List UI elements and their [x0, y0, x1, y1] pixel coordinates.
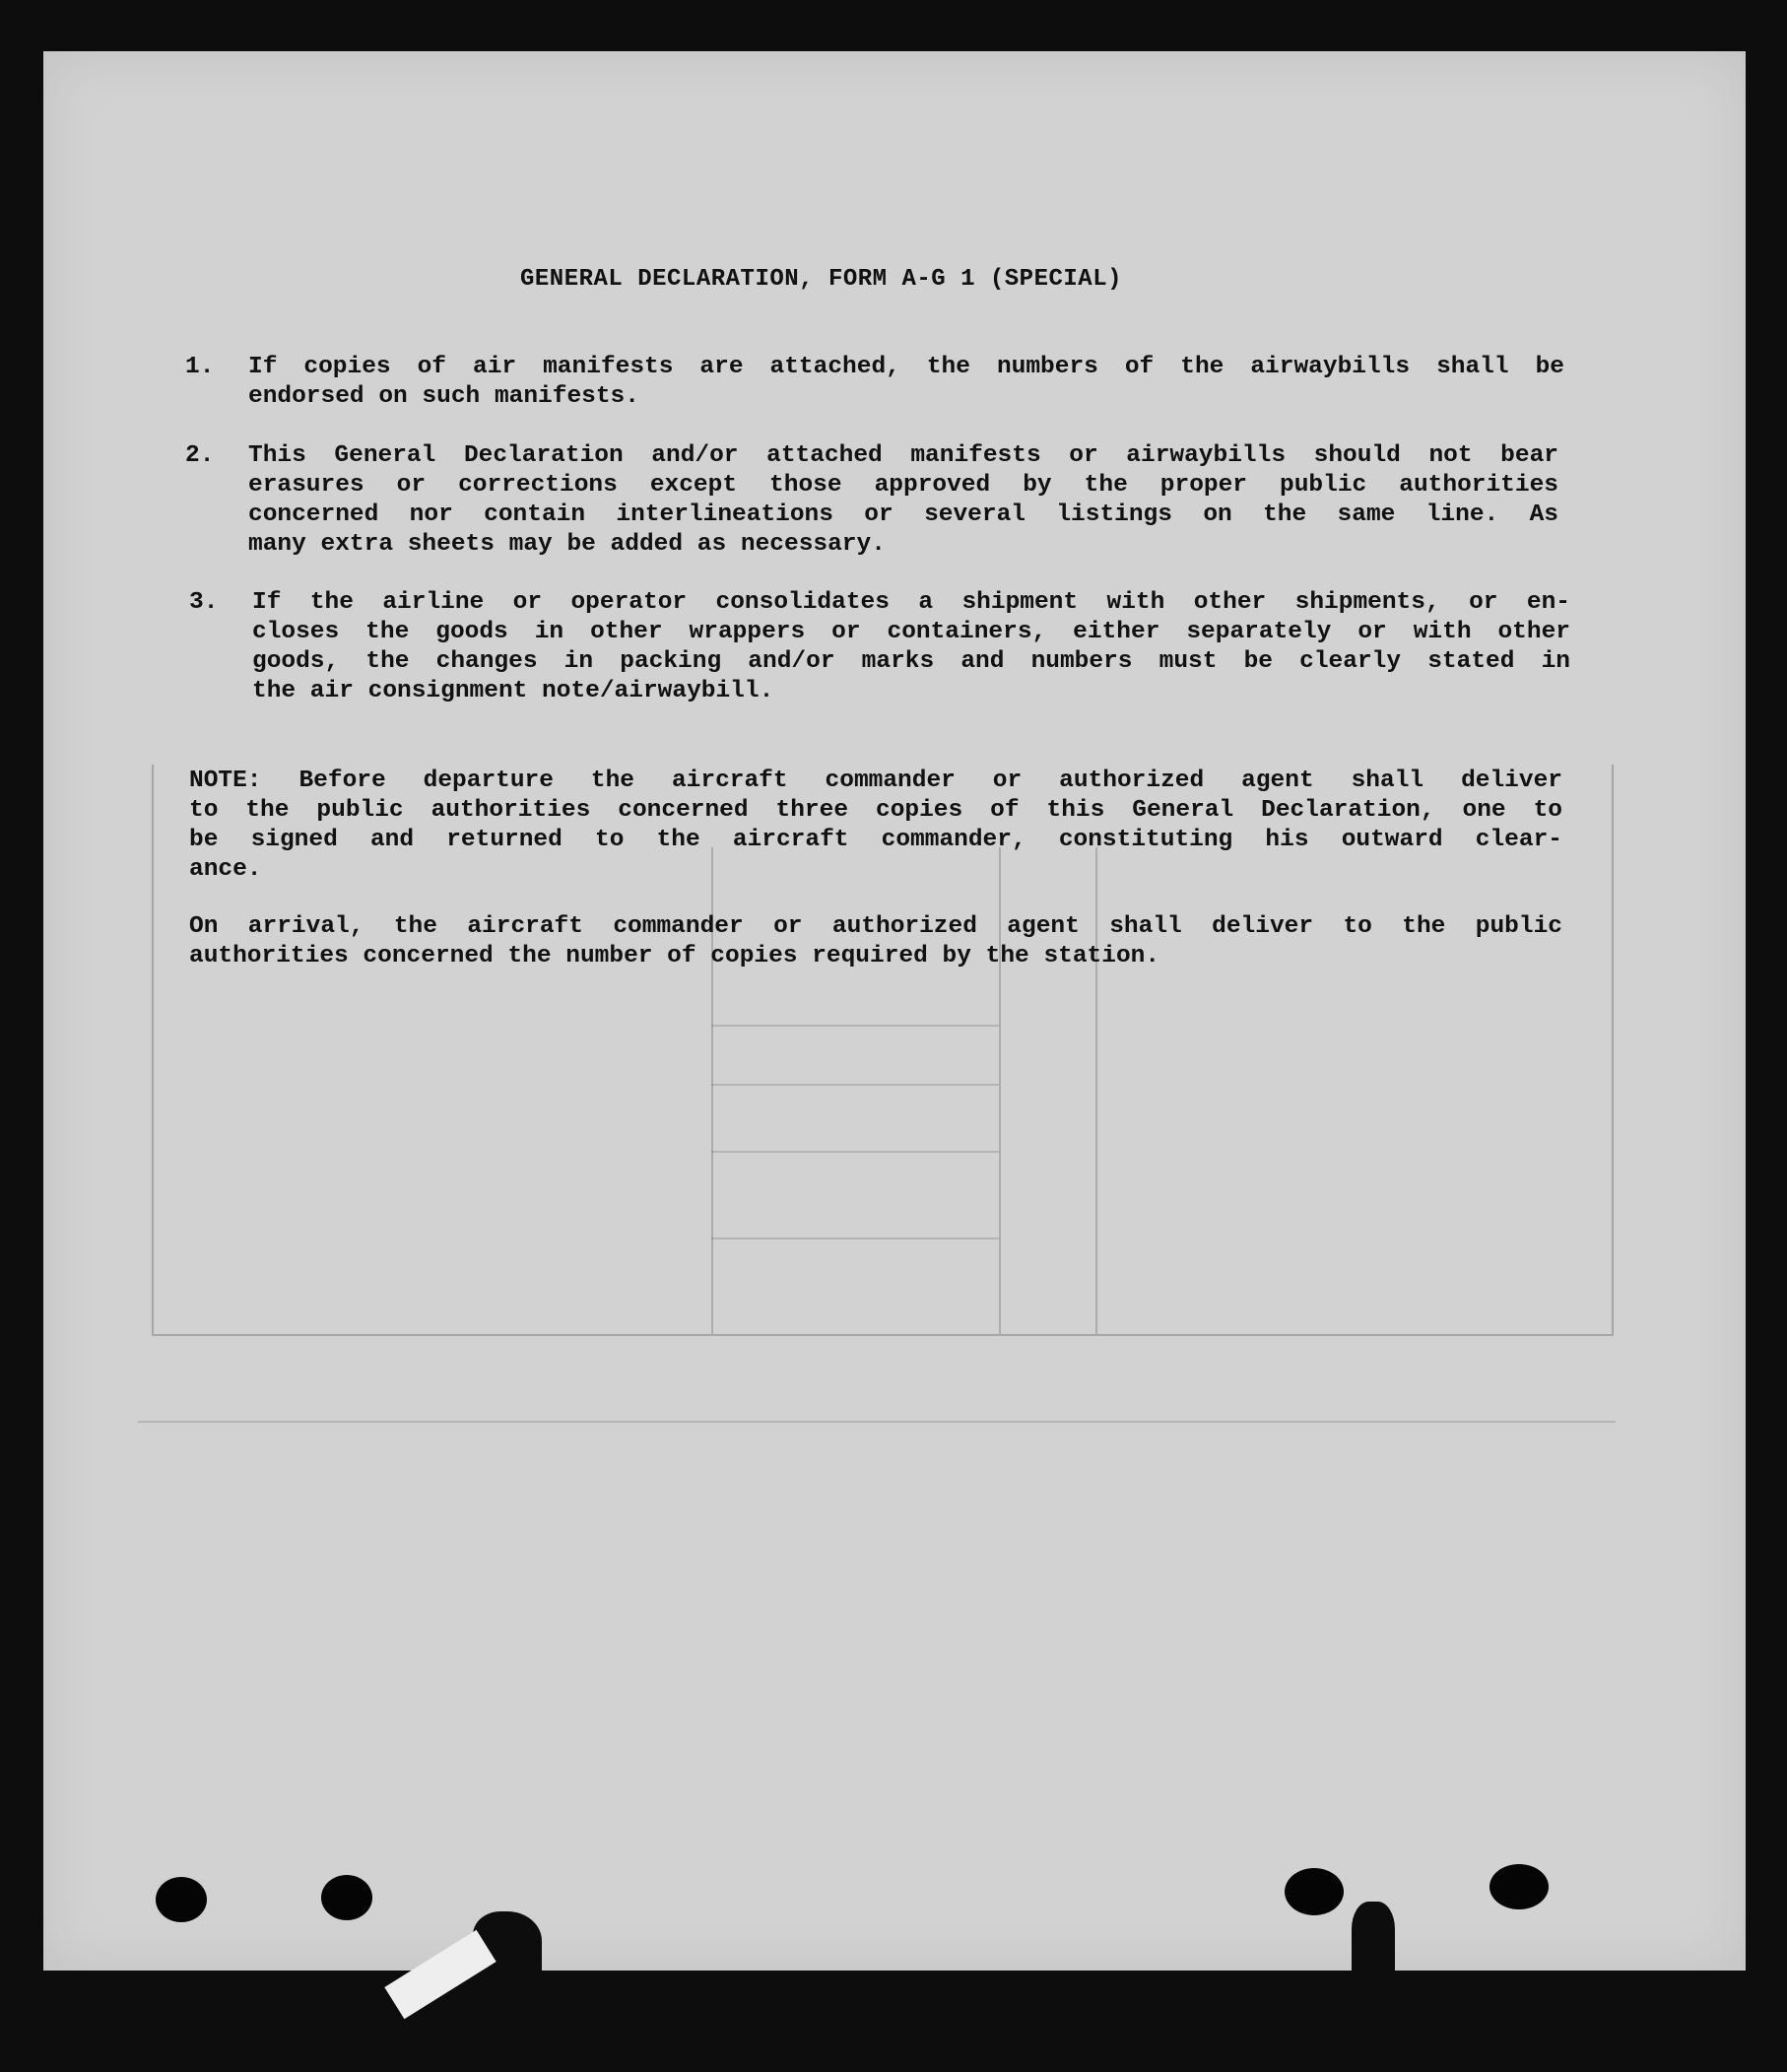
item-line: the air consignment note/airwaybill.	[252, 678, 774, 704]
item-line: This General Declaration and/or attached manifests or airwaybills should not bear	[248, 442, 1558, 469]
note-line: to the public authorities concerned three copies of this General Declaration, one to	[189, 797, 1562, 824]
item-line: endorsed on such manifests.	[248, 383, 639, 410]
note-line: NOTE: Before departure the aircraft commander or authorized agent shall deliver	[189, 768, 1562, 794]
item-line: erasures or corrections except those approved by the proper public authorities	[248, 472, 1558, 499]
punch-hole	[1489, 1864, 1549, 1909]
bleed-through-rule	[711, 1237, 999, 1239]
punch-hole	[1285, 1868, 1344, 1915]
item-line: many extra sheets may be added as necessary.	[248, 531, 886, 558]
bleed-through-rule	[711, 1084, 999, 1086]
item-number: 1.	[185, 354, 215, 380]
item-line: concerned nor contain interlineations or several listings on the same line. As	[248, 501, 1558, 528]
note-line: be signed and returned to the aircraft commander, constituting his outward clear-	[189, 827, 1562, 853]
arrival-line: On arrival, the aircraft commander or authorized agent shall deliver to the public	[189, 913, 1562, 940]
bleed-through-rule	[711, 1151, 999, 1153]
bleed-through-rule	[711, 1025, 999, 1027]
item-number: 2.	[185, 442, 215, 469]
note-line: ance.	[189, 856, 262, 883]
item-line: If copies of air manifests are attached, the numbers of the airwaybills shall be	[248, 354, 1564, 380]
arrival-line: authorities concerned the number of copies required by the station.	[189, 943, 1160, 969]
item-line: If the airline or operator consolidates a shipment with other shipments, or en-	[252, 589, 1570, 616]
item-line: closes the goods in other wrappers or containers, either separately or with other	[252, 619, 1570, 645]
bleed-through-rule	[138, 1421, 1616, 1423]
punch-hole	[321, 1875, 372, 1920]
item-line: goods, the changes in packing and/or marks and numbers must be clearly stated in	[252, 648, 1570, 675]
item-number: 3.	[189, 589, 219, 616]
note-paragraph	[189, 767, 1562, 885]
punch-hole	[156, 1877, 207, 1922]
torn-edge	[1352, 1902, 1395, 1971]
document-title: GENERAL DECLARATION, FORM A-G 1 (SPECIAL)	[520, 266, 1122, 293]
arrival-paragraph	[189, 912, 1562, 971]
